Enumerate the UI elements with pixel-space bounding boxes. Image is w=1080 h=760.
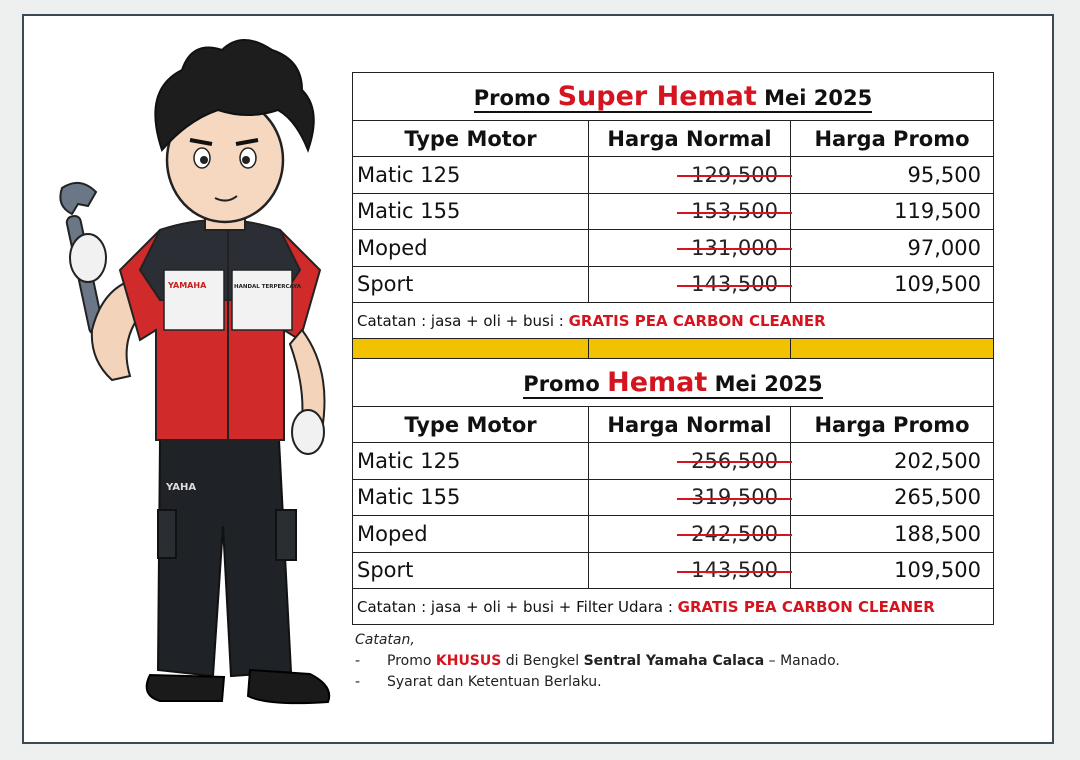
normal-price: 319,500 (691, 485, 778, 510)
table-title: Promo Hemat Mei 2025 (353, 359, 994, 407)
promo-price: 97,000 (791, 230, 994, 267)
table-row: Matic 125 129,500 95,500 (353, 157, 994, 194)
shirt-badge-left: YAMAHA (168, 281, 207, 290)
table-row: Matic 155 153,500 119,500 (353, 193, 994, 230)
footer-line: - Promo KHUSUS di Bengkel Sentral Yamaha Calaca – Manado. (355, 653, 840, 669)
promo-price: 265,500 (791, 479, 994, 516)
table-row: Matic 125 256,500 202,500 (353, 443, 994, 480)
normal-price: 143,500 (691, 272, 778, 297)
col-promo-header: Harga Promo (791, 407, 994, 443)
col-normal-header: Harga Normal (589, 407, 791, 443)
col-promo-header: Harga Promo (791, 121, 994, 157)
table-title: Promo Super Hemat Mei 2025 (353, 73, 994, 121)
footer-line: - Syarat dan Ketentuan Berlaku. (355, 674, 602, 690)
footer-lead: Catatan, (355, 632, 415, 648)
promo-super-hemat-table (352, 72, 994, 625)
normal-price: 153,500 (691, 199, 778, 224)
col-type-header: Type Motor (353, 121, 589, 157)
note-row: Catatan : jasa + oli + busi + Filter Udara : GRATIS PEA CARBON CLEANER (353, 589, 994, 625)
col-normal-header: Harga Normal (589, 121, 791, 157)
header-row (353, 407, 994, 443)
footer-notes (355, 630, 840, 693)
promo-price: 109,500 (791, 266, 994, 303)
table-row: Moped 242,500 188,500 (353, 516, 994, 553)
yellow-separator (353, 339, 994, 359)
normal-price: 131,000 (691, 235, 778, 260)
promo-price: 109,500 (791, 552, 994, 589)
promo-price: 188,500 (791, 516, 994, 553)
table-row: Matic 155 319,500 265,500 (353, 479, 994, 516)
table-row: Moped 131,000 97,000 (353, 230, 994, 267)
title-highlight: Hemat (607, 367, 708, 398)
normal-price: 256,500 (691, 448, 778, 473)
shirt-badge-right: HANDAL TERPERCAYA (234, 284, 301, 290)
normal-price: 129,500 (691, 162, 778, 187)
header-row (353, 121, 994, 157)
promo-price: 119,500 (791, 193, 994, 230)
pants-logo: YAHA (166, 482, 197, 493)
table-row: Sport 143,500 109,500 (353, 552, 994, 589)
col-type-header: Type Motor (353, 407, 589, 443)
title-highlight: Super Hemat (557, 81, 757, 112)
normal-price: 143,500 (691, 558, 778, 583)
normal-price: 242,500 (691, 521, 778, 546)
table-row: Sport 143,500 109,500 (353, 266, 994, 303)
mechanic-mascot (40, 30, 360, 720)
promo-price: 202,500 (791, 443, 994, 480)
note-row: Catatan : jasa + oli + busi : GRATIS PEA CARBON CLEANER (353, 303, 994, 339)
promo-price: 95,500 (791, 157, 994, 194)
